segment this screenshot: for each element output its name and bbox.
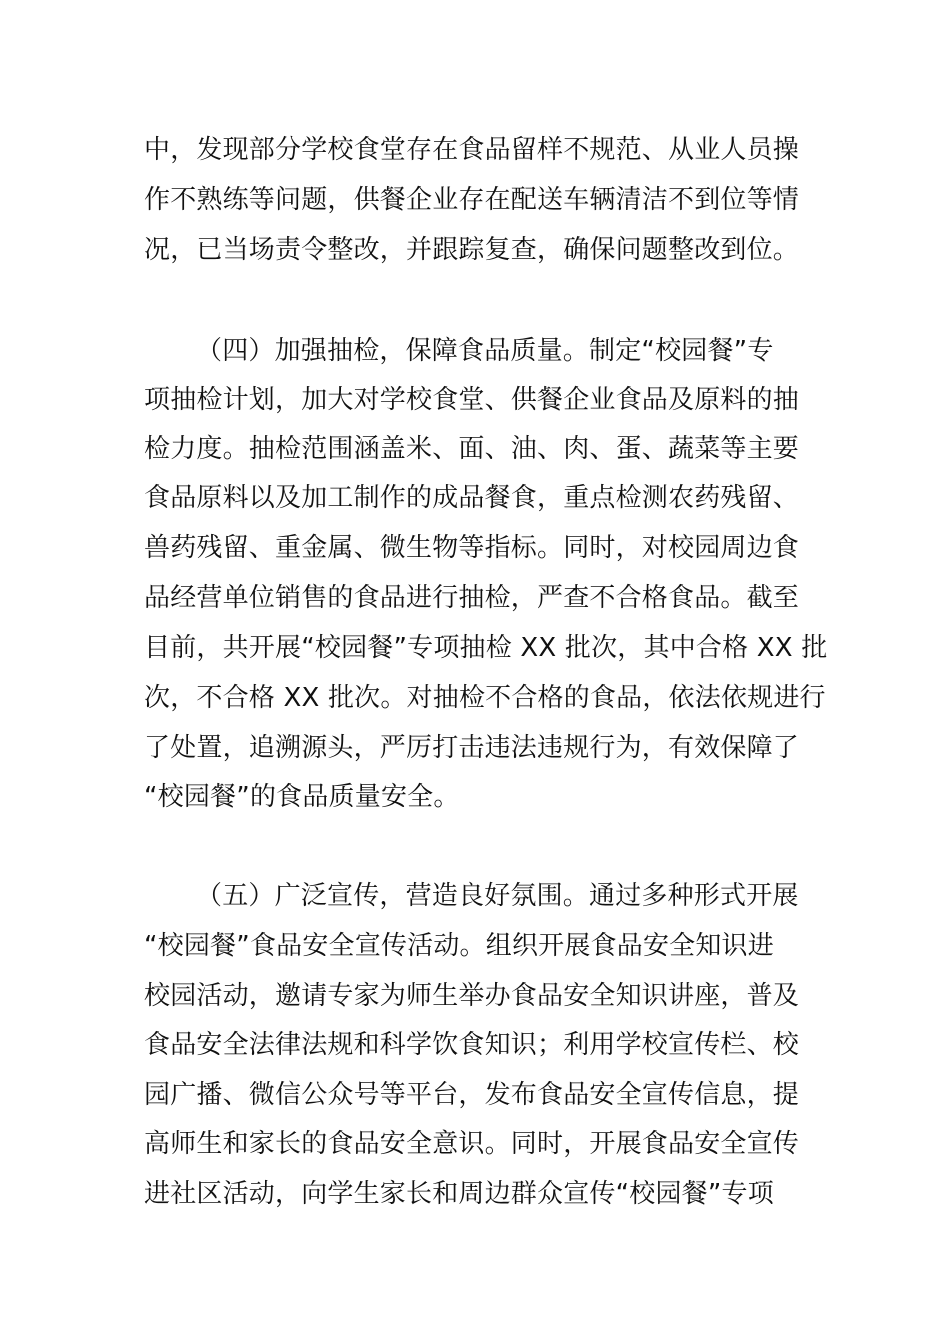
text-line: 高师生和家长的食品安全意识。同时，开展食品安全宣传 xyxy=(144,1129,800,1159)
text-line: 次，不合格 XX 批次。对抽检不合格的食品，依法依规进行 xyxy=(144,683,826,713)
text-line: 中，发现部分学校食堂存在食品留样不规范、从业人员操 xyxy=(144,135,800,165)
text-line: 食品原料以及加工制作的成品餐食，重点检测农药残留、 xyxy=(144,483,800,513)
text-line: 作不熟练等问题，供餐企业存在配送车辆清洁不到位等情 xyxy=(144,185,800,215)
text-line: 园广播、微信公众号等平台，发布食品安全宣传信息，提 xyxy=(144,1080,800,1110)
text-line: 兽药残留、重金属、微生物等指标。同时，对校园周边食 xyxy=(144,533,800,563)
text-line: 项抽检计划，加大对学校食堂、供餐企业食品及原料的抽 xyxy=(144,385,800,415)
text-line: 检力度。抽检范围涵盖米、面、油、肉、蛋、蔬菜等主要 xyxy=(144,434,800,464)
text-line: 目前，共开展“校园餐”专项抽检 XX 批次，其中合格 XX 批 xyxy=(144,633,828,663)
text-line: 食品安全法律法规和科学饮食知识；利用学校宣传栏、校 xyxy=(144,1030,800,1060)
text-line: 品经营单位销售的食品进行抽检，严查不合格食品。截至 xyxy=(144,583,800,613)
text-line: 了处置，追溯源头，严厉打击违法违规行为，有效保障了 xyxy=(144,733,800,763)
text-line: 校园活动，邀请专家为师生举办食品安全知识讲座，普及 xyxy=(144,981,800,1011)
text-line: “校园餐”食品安全宣传活动。组织开展食品安全知识进 xyxy=(144,931,774,961)
text-line: 况，已当场责令整改，并跟踪复查，确保问题整改到位。 xyxy=(144,235,800,265)
text-line: （四）加强抽检，保障食品质量。制定“校园餐”专 xyxy=(196,336,774,366)
text-line: （五）广泛宣传，营造良好氛围。通过多种形式开展 xyxy=(196,881,799,911)
text-line: 进社区活动，向学生家长和周边群众宣传“校园餐”专项 xyxy=(144,1179,774,1209)
text-line: “校园餐”的食品质量安全。 xyxy=(144,782,460,812)
